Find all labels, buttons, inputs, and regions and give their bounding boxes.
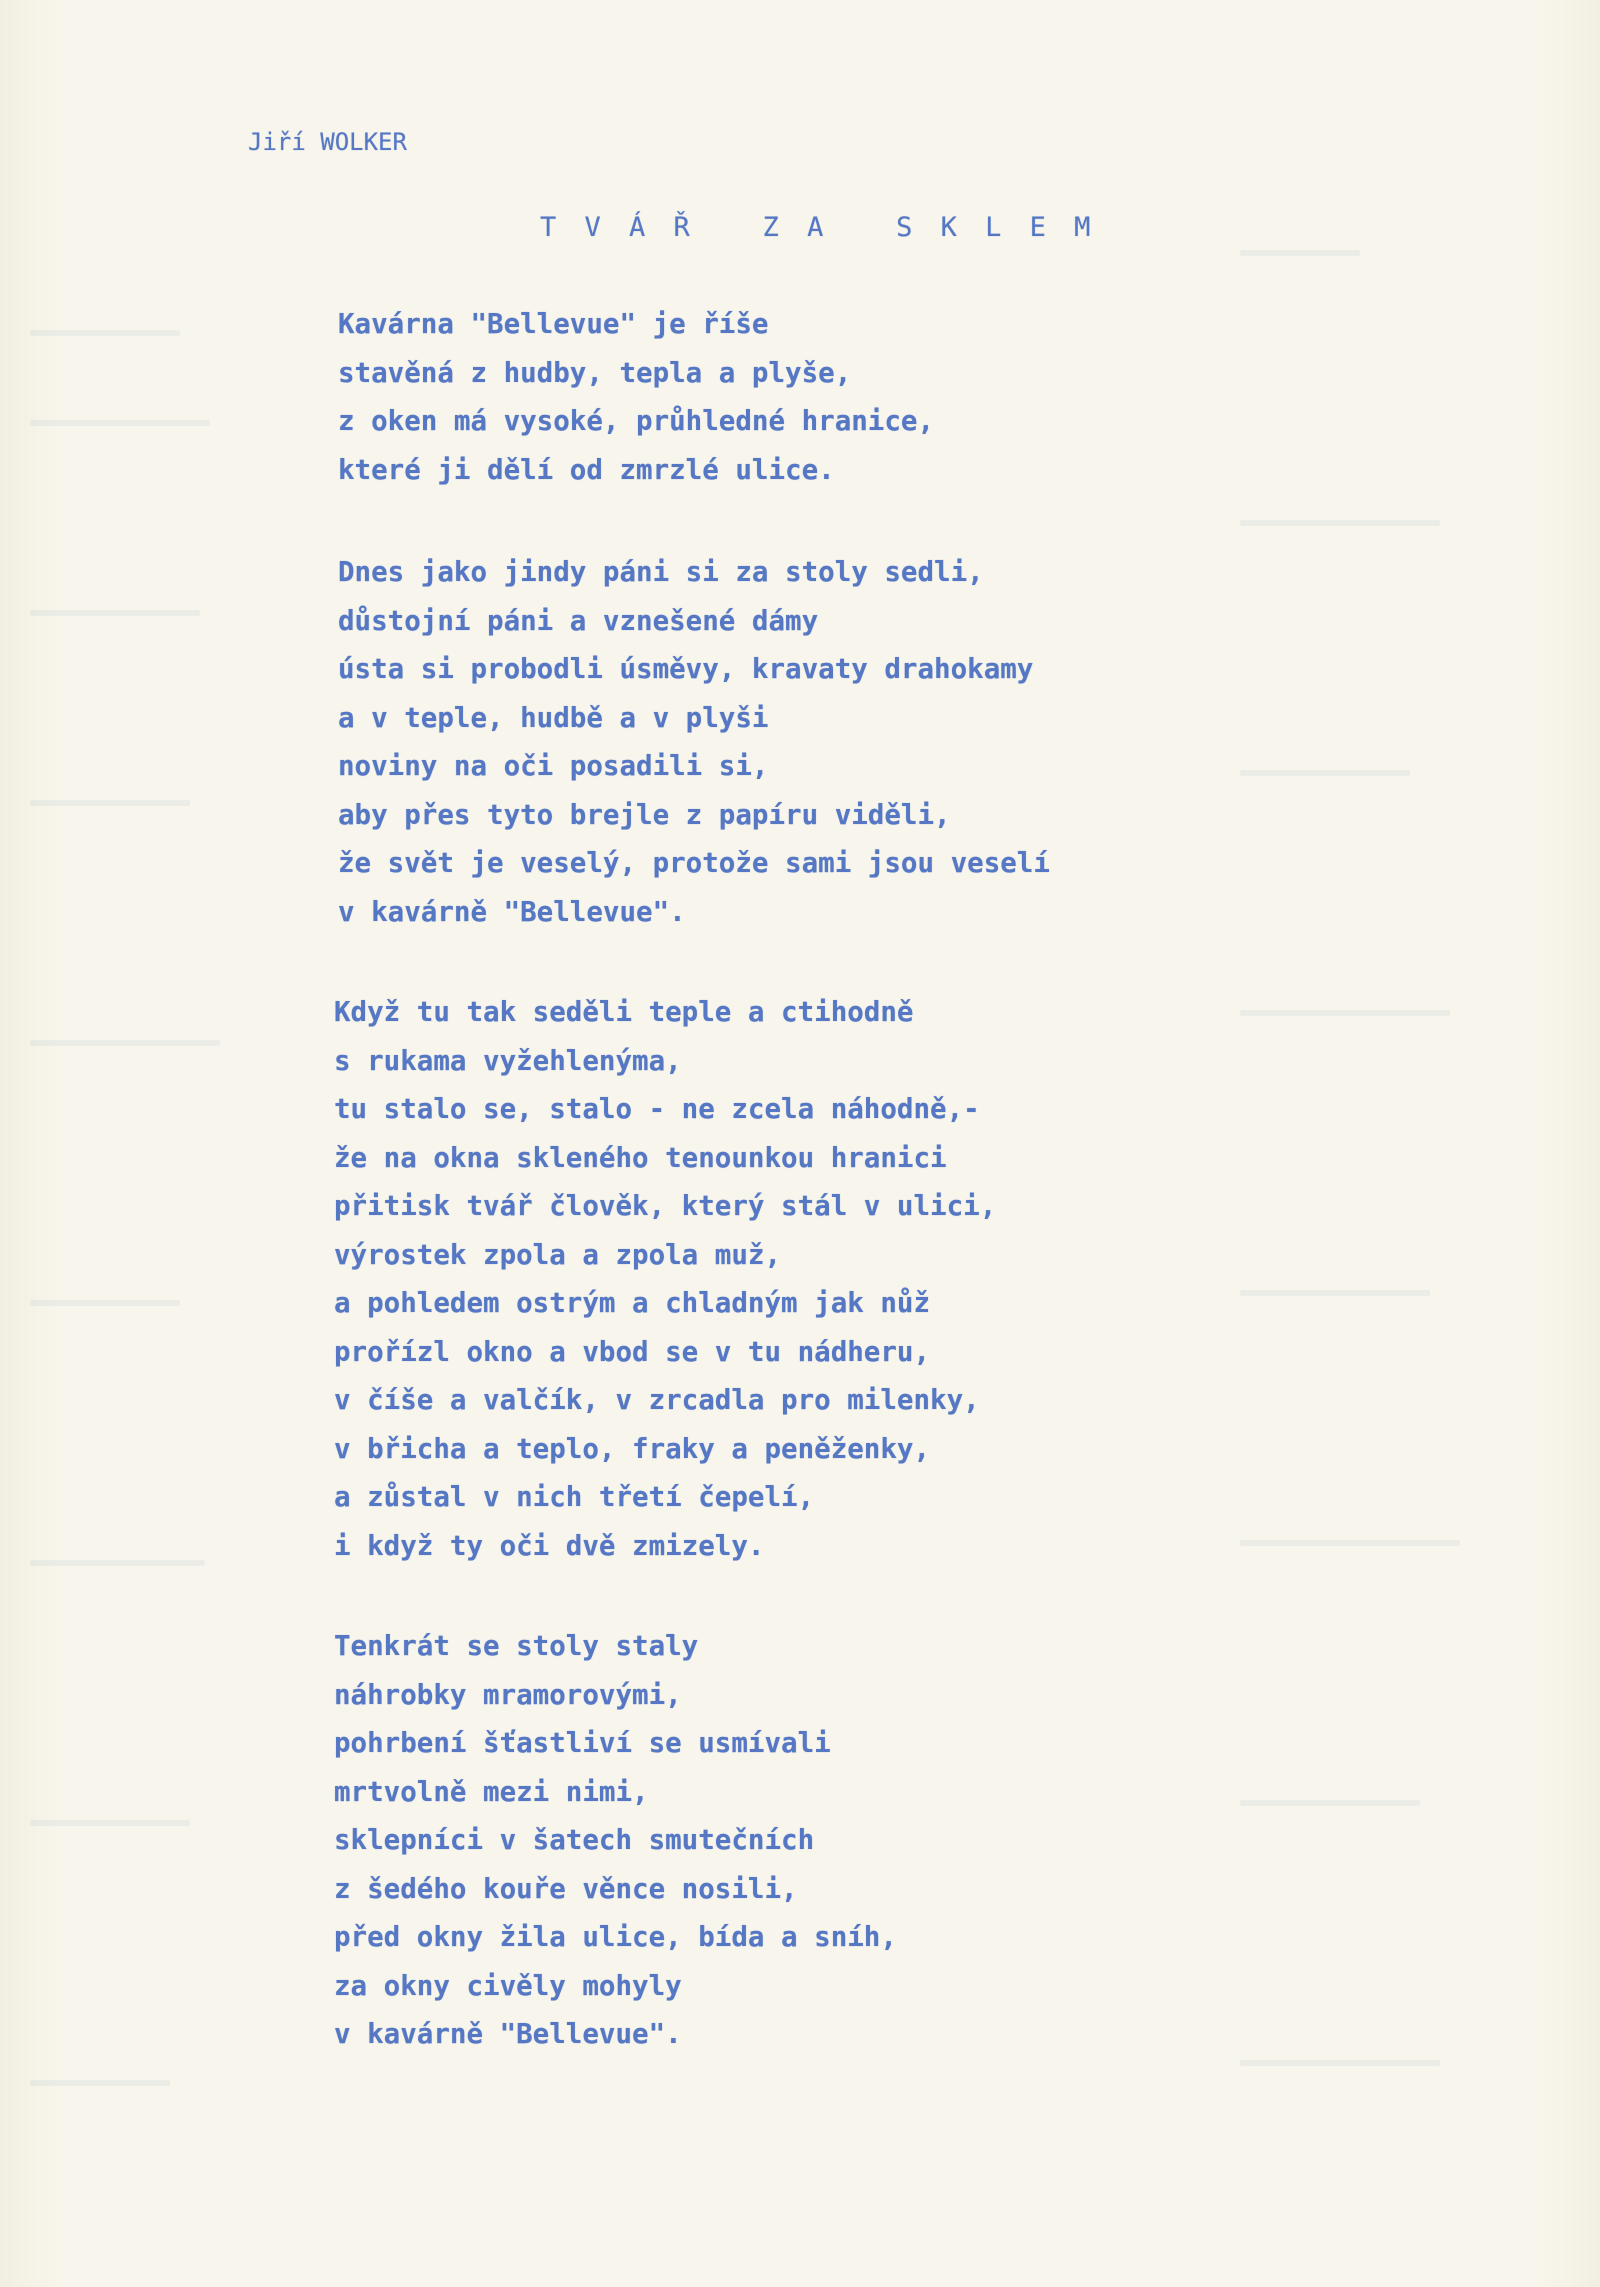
poem-line: že svět je veselý, protože sami jsou veselí (338, 847, 1050, 879)
poem-line: i když ty oči dvě zmizely. (334, 1529, 765, 1562)
poem-line: a zůstal v nich třetí čepelí, (334, 1481, 815, 1513)
poem-line: stavěná z hudby, tepla a plyše, (338, 356, 852, 389)
poem-line: noviny na oči posadili si, (338, 750, 769, 782)
poem-line: Když tu tak seděli teple a ctihodně (334, 996, 914, 1028)
poem-line: prořízl okno a vbod se v tu nádheru, (334, 1335, 931, 1368)
poem-line: Kavárna "Bellevue" je říše (338, 308, 769, 340)
show-through-mark (30, 420, 210, 426)
show-through-mark (30, 800, 190, 806)
poem-line: přitisk tvář člověk, který stál v ulici, (334, 1190, 997, 1222)
poem-line: důstojní páni a vznešené dámy (338, 604, 819, 637)
poem-line: před okny žila ulice, bída a sníh, (334, 1921, 897, 1953)
poem-line: a v teple, hudbě a v plyši (338, 701, 769, 734)
poem-line: s rukama vyžehlenýma, (334, 1044, 682, 1077)
poem-line: v číše a valčík, v zrcadla pro milenky, (334, 1384, 980, 1416)
show-through-mark (1240, 770, 1410, 776)
show-through-mark (30, 1300, 180, 1306)
show-through-mark (1240, 1800, 1420, 1806)
author-name: Jiří WOLKER (248, 128, 407, 156)
poem-line: za okny civěly mohyly (334, 1969, 682, 2002)
stanza-1 (338, 300, 934, 494)
show-through-mark (1240, 520, 1440, 526)
poem-line: aby přes tyto brejle z papíru viděli, (338, 798, 951, 831)
show-through-mark (30, 330, 180, 336)
poem-line: v kavárně "Bellevue". (334, 2018, 682, 2050)
show-through-mark (30, 1040, 220, 1046)
show-through-mark (1240, 2060, 1440, 2066)
show-through-mark (30, 610, 200, 616)
show-through-mark (1240, 1010, 1450, 1016)
poem-line: které ji dělí od zmrzlé ulice. (338, 453, 835, 486)
poem-title: T V Á Ř Z A S K L E M (540, 212, 1097, 243)
poem-line: z oken má vysoké, průhledné hranice, (338, 405, 935, 437)
poem-line: ústa si probodli úsměvy, kravaty drahokamy (338, 653, 1034, 685)
stanza-2 (338, 548, 1050, 936)
poem-line: v břicha a teplo, fraky a peněženky, (334, 1432, 931, 1465)
show-through-mark (1240, 250, 1360, 256)
poem-line: a pohledem ostrým a chladným jak nůž (334, 1287, 931, 1319)
poem-line: v kavárně "Bellevue". (338, 895, 686, 928)
show-through-mark (30, 1560, 205, 1566)
poem-line: Dnes jako jindy páni si za stoly sedli, (338, 556, 984, 588)
poem-line: náhrobky mramorovými, (334, 1678, 682, 1711)
poem-line: tu stalo se, stalo - ne zcela náhodně,- (334, 1093, 980, 1125)
show-through-mark (1240, 1290, 1430, 1296)
show-through-mark (30, 1820, 190, 1826)
poem-line: že na okna skleného tenounkou hranici (334, 1141, 947, 1174)
show-through-mark (1240, 1540, 1460, 1546)
poem-line: Tenkrát se stoly staly (334, 1630, 699, 1662)
stanza-4 (334, 1622, 897, 2059)
poem-line: výrostek zpola a zpola muž, (334, 1238, 782, 1271)
poem-line: sklepníci v šatech smutečních (334, 1824, 815, 1856)
poem-line: z šedého kouře věnce nosili, (334, 1872, 798, 1905)
poem-line: mrtvolně mezi nimi, (334, 1775, 649, 1808)
poem-line: pohrbení šťastliví se usmívali (334, 1727, 831, 1759)
show-through-mark (30, 2080, 170, 2086)
stanza-3 (334, 988, 996, 1570)
